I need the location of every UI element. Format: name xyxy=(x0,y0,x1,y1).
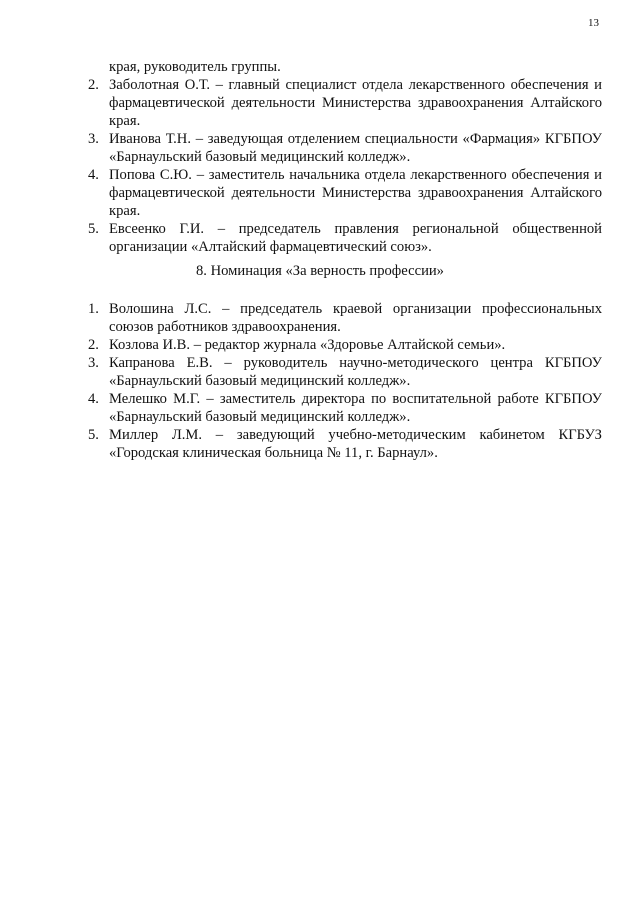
list-item xyxy=(88,300,602,336)
list-item-number: 5. xyxy=(88,221,99,237)
page-number: 13 xyxy=(588,17,599,29)
list-item-number: 2. xyxy=(88,337,99,353)
list-item-number: 3. xyxy=(88,131,99,147)
list-item-text: Иванова Т.Н. – заведующая отделением специальности «Фармация» КГБПОУ «Барнаульский базовый медицинский колледж». xyxy=(109,131,602,165)
nominees-list-section-8 xyxy=(88,300,602,462)
list-item xyxy=(88,354,602,390)
list-item-text: Миллер Л.М. – заведующий учебно-методическим кабинетом КГБУЗ «Городская клиническая больница № 11, г. Барнаул». xyxy=(109,427,602,461)
list-item-text: Евсеенко Г.И. – председатель правления региональной общественной организации «Алтайский фармацевтический союз». xyxy=(109,221,602,255)
list-item-text: Мелешко М.Г. – заместитель директора по воспитательной работе КГБПОУ «Барнаульский базовый медицинский колледж». xyxy=(109,391,602,425)
list-item-number: 4. xyxy=(88,391,99,407)
list-item xyxy=(88,76,602,130)
list-item xyxy=(88,426,602,462)
section-heading: 8. Номинация «За верность профессии» xyxy=(196,263,444,279)
nominees-list-section-7 xyxy=(88,76,602,256)
list-item xyxy=(88,130,602,166)
list-item-text: Волошина Л.С. – председатель краевой организации профессиональных союзов работников здравоохранения. xyxy=(109,301,602,335)
list-item-number: 3. xyxy=(88,355,99,371)
list-item-number: 4. xyxy=(88,167,99,183)
list-item xyxy=(88,220,602,256)
list-item-text: Капранова Е.В. – руководитель научно-методического центра КГБПОУ «Барнаульский базовый медицинский колледж». xyxy=(109,355,602,389)
list-item-number: 5. xyxy=(88,427,99,443)
list-item xyxy=(88,166,602,220)
list-item-text: Козлова И.В. – редактор журнала «Здоровье Алтайской семьи». xyxy=(109,337,506,353)
list-item-number: 1. xyxy=(88,301,99,317)
list-item xyxy=(88,336,602,354)
list-item-number: 2. xyxy=(88,77,99,93)
list-item-continuation: края, руководитель группы. xyxy=(109,59,281,75)
list-item-text: Заболотная О.Т. – главный специалист отдела лекарственного обеспечения и фармацевтической деятельности Министерства здравоохранения Алтайского края. xyxy=(109,77,602,129)
list-item xyxy=(88,390,602,426)
list-item-text: Попова С.Ю. – заместитель начальника отдела лекарственного обеспечения и фармацевтической деятельности Министерства здравоохранения Алтайского края. xyxy=(109,167,602,219)
